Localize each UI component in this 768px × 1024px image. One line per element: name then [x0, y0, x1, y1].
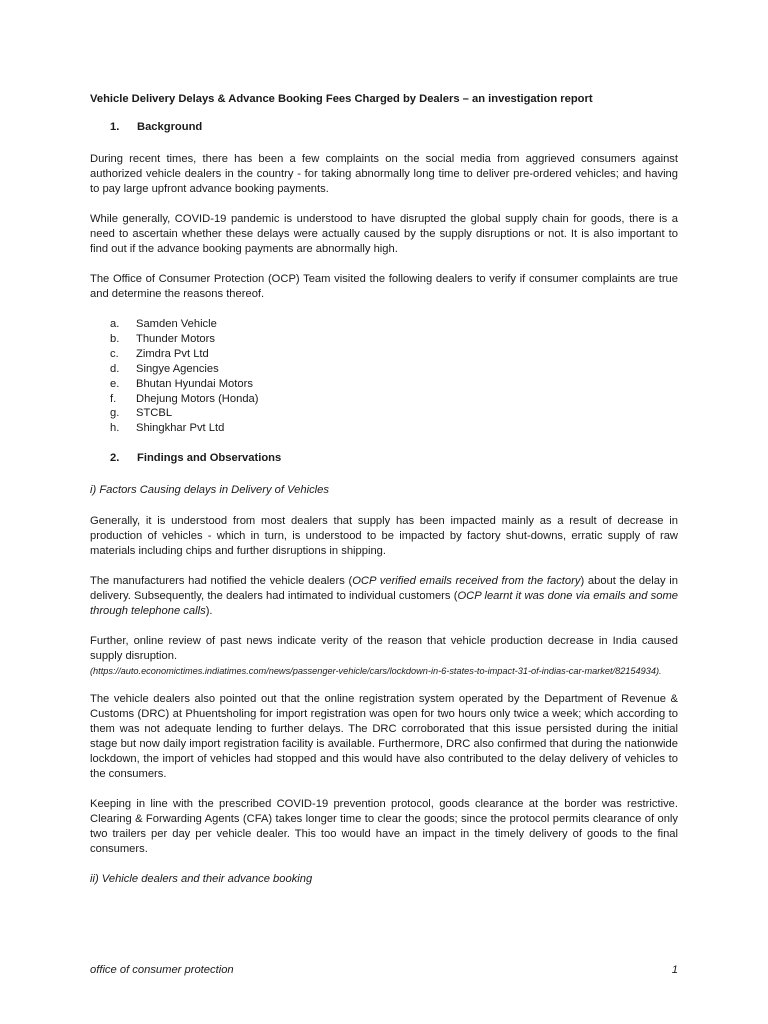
document-body — [90, 92, 678, 903]
page-number: 1 — [671, 964, 678, 976]
dealer-name: Singye Agencies — [136, 362, 219, 375]
footer-label: office of consumer protection — [90, 964, 234, 976]
findings-paragraph-1: Generally, it is understood from most dealers that supply has been impacted mainly as a result of decrease in production of vehicles - which in turn, is understood to be impacted by factory shut-downs, erratic supply of raw materials including chips and further disruptions in shipping. — [90, 515, 678, 558]
dealer-name: STCBL — [136, 407, 173, 420]
section-heading-findings — [90, 451, 678, 466]
list-marker: d. — [110, 362, 120, 375]
dealer-name: Samden Vehicle — [136, 318, 217, 330]
text-run: The manufacturers had notified the vehicle dealers ( — [90, 575, 353, 588]
findings-paragraph-5: Keeping in line with the prescribed COVID-19 prevention protocol, goods clearance at the border was restrictive. Clearing & Forwarding Agents (CFA) takes longer time to clear the goods; since the protocol permits clearance of only two trailers per day per vehicle dealer. This too would have an impact in the timely delivery of goods to the final consumers. — [90, 798, 678, 856]
source-url: (https://auto.economictimes.indiatimes.com/news/passenger-vehicle/cars/lockdown-in-6-states-to-impact-31-of-indias-car-market/82154934). — [90, 666, 662, 677]
section-title: Findings and Observations — [137, 452, 282, 465]
list-item — [110, 317, 678, 332]
subheading-advance-booking: ii) Vehicle dealers and their advance booking — [90, 873, 313, 886]
findings-paragraph-3 — [90, 634, 678, 678]
italic-note: OCP verified emails received from the factory — [352, 575, 581, 588]
dealer-name: Shingkhar Pvt Ltd — [136, 422, 225, 435]
page-footer — [90, 964, 678, 976]
section-heading-background — [90, 120, 678, 135]
list-item — [110, 421, 678, 436]
list-marker: a. — [110, 318, 120, 330]
list-marker: c. — [110, 347, 119, 360]
subheading-delay-factors: i) Factors Causing delays in Delivery of Vehicles — [90, 484, 329, 497]
list-item — [110, 392, 678, 407]
list-item — [110, 406, 678, 421]
list-marker: e. — [110, 377, 120, 390]
section-title: Background — [137, 121, 203, 133]
background-paragraph-1: During recent times, there has been a few complaints on the social media from aggrieved consumers against authorized vehicle dealers in the country - for taking abnormally long time to deliver pre-ordered vehicles; and having to pay large upfront advance booking payments. — [90, 153, 678, 195]
dealer-name: Thunder Motors — [136, 332, 215, 345]
list-item — [110, 362, 678, 377]
list-item — [110, 332, 678, 347]
dealer-name: Bhutan Hyundai Motors — [136, 377, 253, 390]
dealer-name: Zimdra Pvt Ltd — [136, 347, 209, 360]
text-run: Further, online review of past news indicate verity of the reason that vehicle production decrease in India caused supply disruption. — [90, 635, 678, 663]
list-item — [110, 347, 678, 362]
list-marker: f. — [110, 392, 117, 405]
dealer-name: Dhejung Motors (Honda) — [136, 392, 259, 405]
list-item — [110, 377, 678, 392]
text-run: ) about the delay in delivery. Subsequently, the dealers had intimated to individual customers ( — [90, 575, 678, 603]
background-paragraph-2: While generally, COVID-19 pandemic is understood to have disrupted the global supply chain for goods, there is a need to ascertain whether these delays were actually caused by the supply disruptions or not. It is also important to find out if the advance booking payments are abnormally high. — [90, 213, 678, 255]
list-marker: h. — [110, 422, 120, 435]
italic-note: OCP learnt it was done via emails and some through telephone calls — [90, 590, 678, 618]
background-paragraph-3: The Office of Consumer Protection (OCP) Team visited the following dealers to verify if consumer complaints are true and determine the reasons thereof. — [90, 273, 678, 300]
text-run: ). — [205, 605, 213, 618]
section-number: 2. — [110, 452, 120, 465]
dealer-list — [90, 317, 678, 436]
list-marker: b. — [110, 332, 120, 345]
section-number: 1. — [110, 121, 120, 133]
findings-paragraph-2 — [90, 574, 678, 619]
findings-paragraph-4: The vehicle dealers also pointed out that the online registration system operated by the Department of Revenue & Customs (DRC) at Phuentsholing for import registration was open for two hours only twice a week; which according to them was not adequate lending to further delays. The DRC corroborated that this issue persisted during the initial stage but now daily import registration facility is available. Furthermore, DRC also confirmed that during the nationwide lockdown, the import of vehicles had stopped and this would have also contributed to the delay delivery of vehicles to the consumers. — [90, 693, 678, 781]
report-title: Vehicle Delivery Delays & Advance Booking Fees Charged by Dealers – an investigation report — [90, 93, 593, 105]
list-marker: g. — [110, 407, 120, 420]
